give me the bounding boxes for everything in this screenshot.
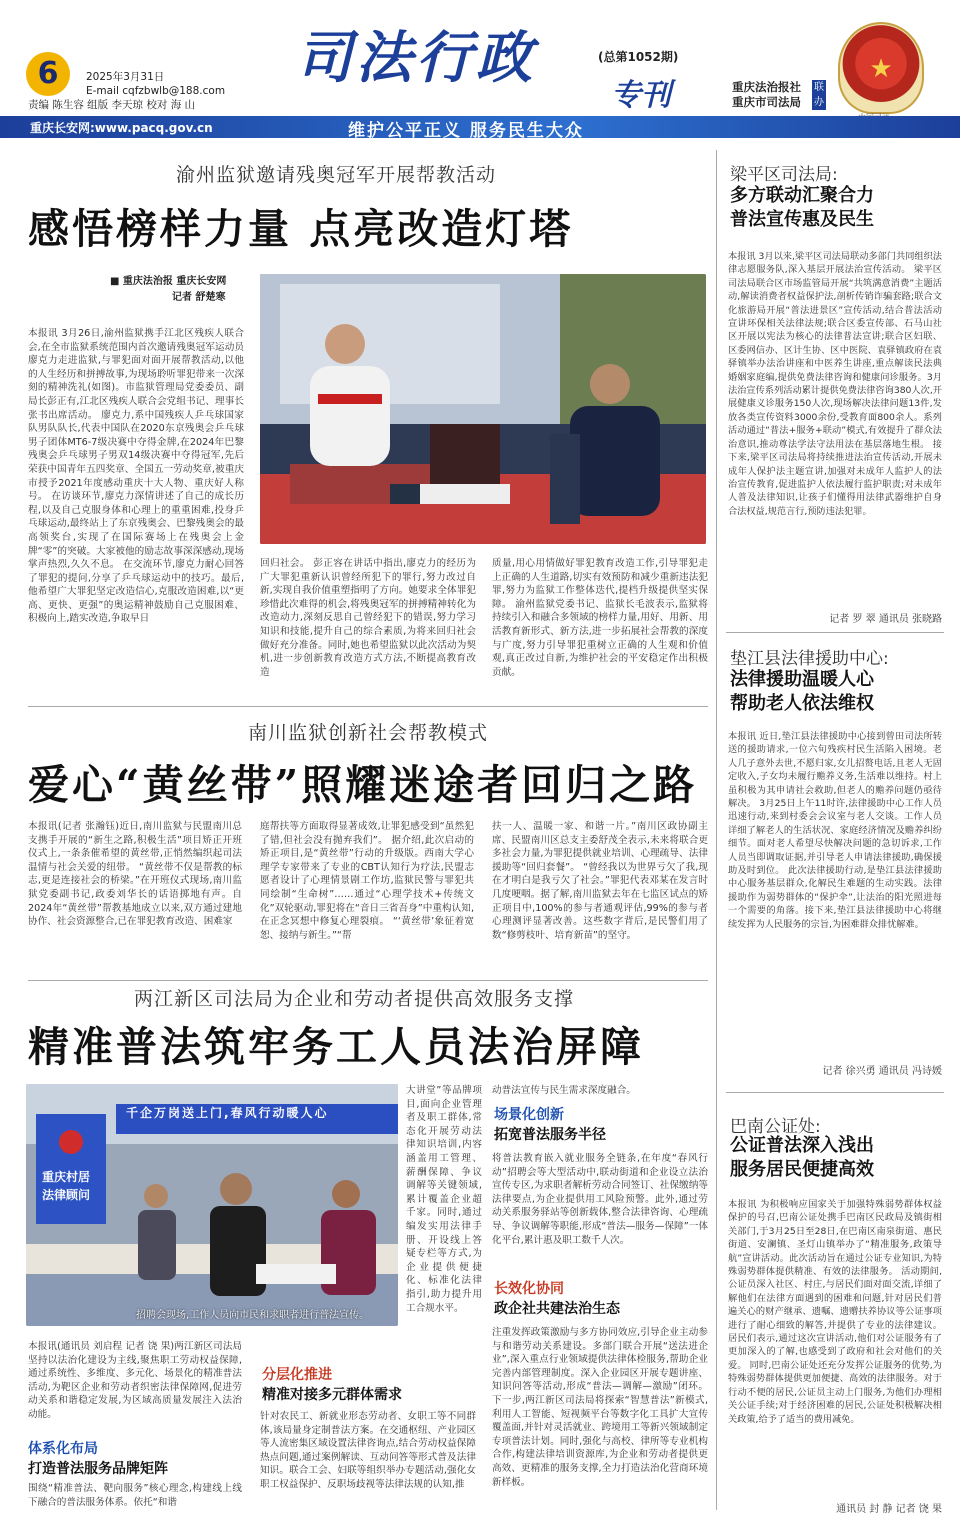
- org-1: 重庆法治报社: [732, 80, 801, 94]
- issue-number: (总第1052期): [598, 50, 679, 64]
- side3-headline: 公证普法深入浅出 服务居民便捷高效: [730, 1135, 874, 1180]
- side3-byline: 通讯员 封 静 记者 饶 果: [836, 1504, 942, 1515]
- editors: 责编 陈生容 组版 李天琼 校对 海 山: [28, 99, 196, 111]
- divider: [28, 980, 708, 981]
- photo-banner: 千企万岗送上门,春风行动暖人心: [126, 1106, 329, 1120]
- story2-col1: 本报讯(记者 张瀚钰)近日,南川监狱与民盟南川总支携手开展的“新生之路,积极生活”项目矫正开班仪式上,一条条催希望的黄丝带,正悄然编织起司法温情与社会关爱的纽带。 “黄丝带不仅是帮教的标志,更是连接社会的桥梁。”在开班仪式现场,南川监狱党委副书记,政委刘华长的话语掷地有声。自2024年“黄丝带”帮教基地成立以来,双方通过建地协作、社会资源整合,已在罪犯教育改造、困难家: [28, 821, 242, 928]
- side1-byline: 记者 罗 翠 通讯员 张晓路: [829, 614, 942, 625]
- divider: [726, 1092, 944, 1093]
- interview-stage-image: [260, 274, 706, 544]
- side2-kicker: 垫江县法律援助中心:: [730, 649, 889, 669]
- story2-kicker: 南川监狱创新社会帮教模式: [248, 722, 489, 744]
- photo-caption: 招聘会现场,工作人员向市民和求职者进行普法宣传。: [136, 1310, 370, 1321]
- photo-sign: 重庆村居法律顾问: [42, 1170, 91, 1202]
- joint-badge: 联办: [814, 82, 824, 108]
- story1-headline: 感悟榜样力量 点亮改造灯塔: [28, 205, 574, 253]
- page-number: 6: [26, 52, 70, 96]
- story1-source: ■ 重庆法治报 重庆长安网: [110, 276, 227, 287]
- email: E-mail cqfzbwlb@188.com: [86, 85, 226, 97]
- sec4-body: 注重发挥政策激励与多方协同效应,引导企业主动参与和谐劳动关系建设。多部门联合开展“送法进企业”,深入重点行业领域提供法律体检服务,帮助企业完善内部管理制度。深入企业园区开展专题讲座、知识问答等活动,形成“普法—调解—激励”闭环。 下一步,两江新区司法局将探索“智慧普法”新模式,利用人工智能、短视频平台等数字化工具扩大宣传覆盖面,并针对灵活就业、跨境用工等新兴领域制定专项普法计划。同时,强化与高校、律所等专业机构合作,构建法律培训资源库,为企业和劳动者提供更高效、更精准的服务支撑,全力打造法治化营商环境新样板。: [492, 1327, 708, 1488]
- slogan: 维护公平正义 服务民生大众: [348, 121, 584, 141]
- side2-byline: 记者 徐兴勇 通讯员 冯诗媛: [822, 1066, 942, 1077]
- publisher-orgs: [732, 80, 801, 110]
- story3-col2-top: 动普法宣传与民生需求深度融合。: [492, 1085, 636, 1096]
- story1-kicker: 渝州监狱邀请残奥冠军开展帮教活动: [176, 164, 497, 186]
- website-link[interactable]: 重庆长安网:www.pacq.gov.cn: [30, 121, 213, 135]
- side2-body: 本报讯 近日,垫江县法律援助中心接到曾田司法所转送的援助请求,一位六旬残疾村民生活陷入困境。老人几子意外去世,不愿归家,女儿招赘电话,且老人无固定收入,子女均未履行赡养义务,生活难以维持。村上虽积极为其申请社会救助,但老人的赡养问题仍亟待解决。 3月25日上午11时许,法律援助中心工作人员迅速行动,来到村委会会议室与老人交谈。工作人员详细了解老人的生活状况、家庭经济情况及赡养纠纷细节。面对老人希望尽快解决问题的急切诉求,工作人员当即调取证据,并引导老人申请法律援助,确保援助及时到位。 此次法律援助行动,是垫江县法律援助中心服务基层群众,化解民生难题的生动实践。法律援助作为弱势群体的“保护伞”,让法治的阳光照进每一个需要的角落。接下来,垫江县法律援助中心将继续发挥为人民服务的宗旨,为困难群众排忧解难。: [728, 731, 942, 930]
- sec4-tag: 长效化协同: [494, 1281, 564, 1297]
- divider: [28, 706, 708, 707]
- side3-kicker: 巴南公证处:: [730, 1117, 821, 1137]
- story3-photo: [26, 1084, 398, 1326]
- story1-col1: 本报讯 3月26日,渝州监狱携手江北区残疾人联合会,在全市监狱系统范围内首次邀请残奥冠军运动员廖克力走进监狱,与罪犯面对面开展帮教活动,以他的人生经历和拼搏故事,为现场聆听罪犯带来一次深刻的精神洗礼(如图)。市监狱管理局党委委员、副局长彭正有,江北区残疾人联合会党组书记、理事长张书出席活动。 廖克力,系中国残疾人乒乓球国家队男队队长,代表中国队在2020东京残奥会乒乓球男子团体MT6-7级决赛中夺得金牌,在2024年巴黎残奥会乒乓球男子男双14级决赛中夺得冠军,先后荣获中国青年五四奖章、全国五一劳动奖章,被重庆市授予2021年度感动重庆十大人物、重庆好人称号。 在访谈环节,廖克力深情讲述了自己的成长历程,以及自己克服身体和心理上的重重困难,投身乒乓球运动,最终站上了东京残奥会、巴黎残奥会的最高领奖台,实现了在国际赛场上在残奥会上金牌“零”的突破。大家被他的励志故事深深感动,现场掌声热烈,久久不息。 在交流环节,廖克力耐心回答了罪犯的提问,分享了乒乓球运动中的技巧。最后,他希望广大罪犯坚定改造信心,克服改造困难,以“更高、更快、更强”的奥运精神鼓励自己克服困难、积极向上,踏实改造,争取早日: [28, 328, 244, 625]
- sec1-tag: 体系化布局: [28, 1441, 98, 1457]
- story1-photo: [260, 274, 706, 544]
- sec2-title: 拓宽普法服务半径: [494, 1127, 606, 1143]
- story1-col2: 回归社会。 彭正容在讲话中指出,廖克力的经历为广大罪犯重新认识曾经所犯下的罪行,努力改过自新,实现自我价值重塑指明了方向。她要求全体罪犯珍惜此次难得的机会,将残奥冠军的拼搏精神转化为改造动力,深刻反思自己曾经犯下的错误,努力学习知识和技能,提升自己的综合素质,为将来回归社会做好充分准备。同时,她也希望监狱以此次活动为契机,进一步创新教育改造方式方法,不断提高教育改造: [260, 558, 476, 678]
- story1-reporter: 记者 舒楚寒: [172, 292, 226, 303]
- story2-col3: 扶一人、温暖一家、和谐一片。”南川区政协副主席、民盟南川区总支主委舒茂全表示,未来将联合更多社会力量,为罪犯提供就业培训、心理疏导、法律援助等“回归套餐”。 “曾经我以为世界亏欠了我,现在才明白是我亏欠了社会。”罪犯代表邓某在发言时几度哽咽。据了解,南川监狱去年在七监区试点的矫正项目中,100%的参与者通观评估,99%的参与者心理测评显著改善。这些数字背后,是民警们用了数“修剪枝叶、培育新苗”的坚守。: [492, 821, 708, 941]
- side1-kicker: 梁平区司法局:: [730, 165, 838, 185]
- sec2-tag: 场景化创新: [494, 1107, 564, 1123]
- story3-kicker: 两江新区司法局为企业和劳动者提供高效服务支撑: [134, 988, 575, 1010]
- side2-headline: 法律援助温暖人心 帮助老人依法维权: [730, 669, 874, 714]
- side1-headline: 多方联动汇聚合力 普法宣传惠及民生: [730, 185, 874, 230]
- story3-lead: 本报讯(通讯员 刘启程 记者 饶 果)两江新区司法局坚持以法治化建设为主线,聚焦职工劳动权益保障,通过系统性、多维度、多元化、场景化的精准普法活动,为靶区企业和劳动者织密法律保障网,促进劳动关系和谐稳定发展,为区域高质量发展注入法治动能。: [28, 1341, 242, 1420]
- column-divider: [716, 150, 717, 1510]
- sec1-title: 打造普法服务品牌矩阵: [28, 1461, 168, 1477]
- slogan-bar: [0, 116, 960, 141]
- story2-headline: 爱心“黄丝带”照耀迷途者回归之路: [28, 761, 698, 809]
- sec2-body: 将普法教育嵌入就业服务全链条,在年度“春风行动”招聘会等大型活动中,联动街道和企业设立法治宣传专区,为求职者解析劳动合同签订、社保缴纳等法律要点,为企业提供用工风险预警。此外,通过劳动关系服务驿站等创新载体,整合法律咨询、心理疏导、争议调解等职能,形成“普法—服务—保障”一体化平台,累计惠及职工数千人次。: [492, 1153, 708, 1246]
- justice-emblem-icon: ★: [838, 22, 924, 114]
- sec4-title: 政企社共建法治生态: [494, 1301, 620, 1317]
- story1-col3: 质量,用心用情做好罪犯教育改造工作,引导罪犯走上正确的人生道路,切实有效预防和减少重新违法犯罪,努力为监狱工作整体迭代,提档升级提供坚实保障。 渝州监狱党委书记、监狱长毛波表示,监狱将持续引入和融合多领域的榜样力量,用好、用新、用活教育新形式、新方法,进一步拓展社会帮教的深度与广度,努力引导罪犯重树立正确的人生观和价值观,真正改过自新,为维护社会的平安稳定作出积极贡献。: [492, 558, 708, 678]
- sec3-tag: 分层化推进: [262, 1367, 332, 1383]
- sec1-body: 围绕“精准普法、靶向服务”核心理念,构建线上线下融合的普法服务体系。依托“和谐: [28, 1483, 242, 1508]
- side1-body: 本报讯 3月以来,梁平区司法局联动多部门共同组织法律志愿服务队,深入基层开展法治宣传活动。 梁平区司法局联合区市场监管局开展“共筑满意消费”主题活动,解读消费者权益保护法,剖析传销诈骗套路;联合文化旅游局开展“普法进景区”宣传活动,结合普法活动宣讲环保相关法律法规;联合区委宣传部、石马山社区开展以宪法为核心的法律普法宣讲;联合区妇联、区委网信办、区计生协、区中医院、袁驿镇政府在袁驿镇举办法治讲座和中医养生讲座,重点解读民法典婚姻家庭编,提供免费法律咨询和健康问诊服务。3月法治宣传系列活动累计提供免费法律咨询380人次,开展健康义诊服务150人次,现场解决法律问题13件,发放各类宣传资料3000余份,受教育面800余人。系列活动通过“普法+服务+联动”模式,有效提升了群众法治意识,推动尊法学法守法用法在基层落地生根。 接下来,梁平区司法局将持续推进法治宣传活动,开展未成年人保护法主题宣讲,加强对未成年人监护人的法治宣传教育,促进监护人依法履行监护职责;对未成年人普及法律知识,让孩子们懂得用法律武器维护自身合法权益,规范言行,预防违法犯罪。: [728, 251, 942, 517]
- masthead-logo: 司法行政: [296, 25, 536, 91]
- masthead: [0, 0, 960, 142]
- special-edition: 专刊: [611, 78, 671, 113]
- side3-body: 本报讯 为积极响应国家关于加强特殊弱势群体权益保护的号召,巴南公证处携手巴南区民政局及镇街相关部门,于3月25日至28日,在巴南区南泉街道、惠民街道、安澜镇、圣灯山镇举办了“精准服务,政策导航”宣讲活动。此次活动旨在通过公证专业知识,为特殊弱势群体提供精准、有效的法律服务。 活动期间,公证员深入社区、村庄,与居民们面对面交流,详细了解他们在法律方面遇到的困难和问题,针对居民们普遍关心的财产继承、遗嘱、遗赠扶养协议等公证事项进行了耐心细致的解答,并提供了专业的法律建议。居民们表示,通过这次宣讲活动,他们对公证服务有了更加深入的了解,也感受到了政府和社会对他们的关爱。 同时,巴南公证处还充分发挥公证服务的优势,为特殊弱势群体提供更加便捷、高效的法律服务。对于行动不便的居民,公证员主动上门服务,为他们办理相关公证手续;对于经济困难的居民,公证处积极解决相关政策,给予了适当的费用减免。: [728, 1199, 942, 1425]
- sec3-title: 精准对接多元群体需求: [262, 1387, 402, 1403]
- issue-date: 2025年3月31日: [86, 71, 165, 83]
- divider: [726, 632, 944, 633]
- sec3-body: 针对农民工、新就业形态劳动者、女职工等不同群体,该局量身定制普法方案。在交通枢纽、产业园区等人流密集区域设置法律咨询点,结合劳动权益保障热点问题,通过案例解读、互动问答等形式普及法律知识。联合工会、妇联等组织举办专题活动,强化女职工权益保护、反职场歧视等法律法规的认知,推: [260, 1411, 476, 1490]
- story2-col2: 庭帮扶等方面取得显著成效,让罪犯感受到“虽然犯了错,但社会没有抛弃我们”。 据介绍,此次启动的矫正项目,是“黄丝带”行动的升级版。西南大学心理学专家带来了专业的CBT认知行为疗法,民盟志愿者设计了心理情景剧工作坊,监狱民警与罪犯共同绘制“生命树”……通过“心理学技术+传统文化”双轮驱动,罪犯将在“音日三省吾身”中重构认知,在正念冥想中修复心理裂痕。 “‘黄丝带’象征着宽恕、接纳与新生。”“帮: [260, 821, 474, 941]
- org-2: 重庆市司法局: [732, 95, 801, 109]
- story3-headline: 精准普法筑牢务工人员法治屏障: [28, 1023, 644, 1071]
- story3-col1-right: 大讲堂”等品牌项目,面向企业管理者及职工群体,常态化开展劳动法律知识培训,内容涵盖用工管理、薪酬保障、争议调解等关键领域,累计覆盖企业超千家。同时,通过编发实用法律手册、开设线上答疑专栏等方式,为企业提供便捷化、标准化法律指引,助力提升用工合规水平。: [406, 1085, 482, 1314]
